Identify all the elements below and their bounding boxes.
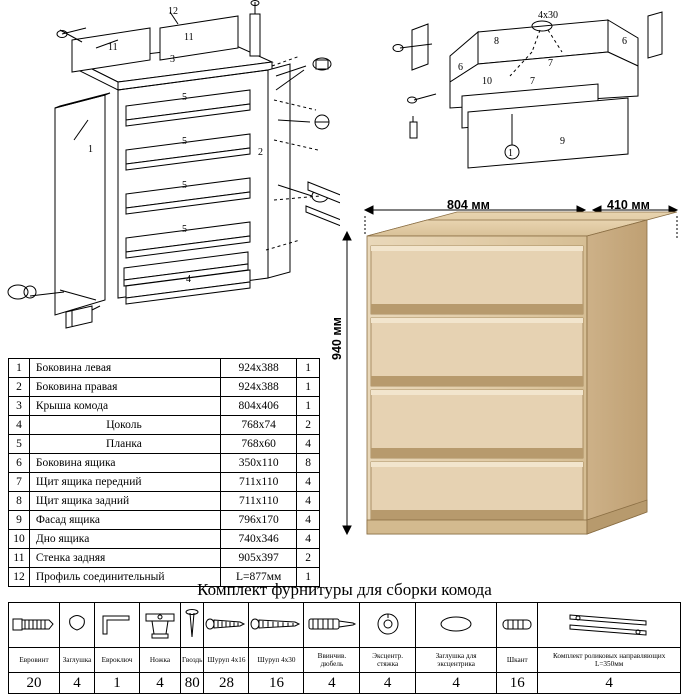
svg-text:11: 11	[184, 32, 194, 43]
hardware-count: 4	[538, 673, 681, 694]
hardware-count: 80	[181, 673, 204, 694]
part-quantity: 4	[297, 492, 320, 511]
hardware-label: Ввинчив. дюбель	[304, 648, 360, 673]
part-quantity: 4	[297, 511, 320, 530]
part-dimensions: 350х110	[221, 454, 297, 473]
hardware-label: Шуруп 4х16	[204, 648, 249, 673]
hardware-count: 28	[204, 673, 249, 694]
leg-icon	[140, 603, 181, 648]
hardware-label: Гвоздь	[181, 648, 204, 673]
part-number: 8	[9, 492, 30, 511]
exploded-drawer-diagram	[390, 4, 680, 174]
svg-text:5: 5	[182, 180, 187, 191]
part-quantity: 2	[297, 416, 320, 435]
svg-text:1: 1	[88, 144, 93, 155]
hardware-label: Заглушка	[60, 648, 95, 673]
euro-screw-icon	[9, 603, 60, 648]
part-dimensions: L=877мм	[221, 568, 297, 587]
dimension-depth-label: 410 мм	[607, 198, 650, 212]
hardware-label: Шкант	[497, 648, 538, 673]
table-row	[9, 473, 320, 492]
part-name: Профиль соединительный	[29, 568, 220, 587]
dimension-height-label: 940 мм	[330, 317, 344, 360]
part-quantity: 4	[297, 530, 320, 549]
part-name: Боковина левая	[29, 359, 220, 378]
svg-text:11: 11	[108, 42, 118, 53]
svg-text:5: 5	[182, 224, 187, 235]
hardware-label: Эксцентр. стяжка	[360, 648, 416, 673]
part-name: Дно ящика	[29, 530, 220, 549]
hardware-label: Ножка	[140, 648, 181, 673]
part-quantity: 8	[297, 454, 320, 473]
part-quantity: 1	[297, 397, 320, 416]
table-row	[9, 511, 320, 530]
table-row	[9, 549, 320, 568]
part-dimensions: 768х74	[221, 416, 297, 435]
part-number: 1	[9, 359, 30, 378]
part-quantity: 1	[297, 378, 320, 397]
part-name: Крыша комода	[29, 397, 220, 416]
part-number: 9	[9, 511, 30, 530]
part-dimensions: 796х170	[221, 511, 297, 530]
svg-text:6: 6	[458, 62, 463, 73]
hardware-label: Евровинт	[9, 648, 60, 673]
part-name: Боковина правая	[29, 378, 220, 397]
part-quantity: 2	[297, 549, 320, 568]
table-row	[9, 492, 320, 511]
svg-text:3: 3	[170, 54, 175, 65]
part-quantity: 1	[297, 568, 320, 587]
screw-4x16-icon	[204, 603, 249, 648]
part-number: 2	[9, 378, 30, 397]
part-dimensions: 924х388	[221, 359, 297, 378]
cap-plug-icon	[60, 603, 95, 648]
hardware-label: Заглушка для эксцентрика	[415, 648, 496, 673]
svg-text:1: 1	[508, 148, 513, 159]
hardware-count: 4	[415, 673, 496, 694]
hardware-count: 4	[60, 673, 95, 694]
svg-text:7: 7	[530, 76, 535, 87]
part-dimensions: 768х60	[221, 435, 297, 454]
svg-text:10: 10	[482, 76, 492, 87]
part-number: 11	[9, 549, 30, 568]
svg-text:4: 4	[186, 274, 191, 285]
dowel-screw-icon	[304, 603, 360, 648]
svg-text:4x30: 4x30	[538, 10, 558, 21]
hardware-label: Евроключ	[95, 648, 140, 673]
part-dimensions: 905х397	[221, 549, 297, 568]
part-number: 10	[9, 530, 30, 549]
table-row	[9, 530, 320, 549]
svg-text:8: 8	[494, 36, 499, 47]
hardware-count: 4	[140, 673, 181, 694]
dimension-width-label: 804 мм	[447, 198, 490, 212]
hardware-label: Шуруп 4х30	[249, 648, 304, 673]
table-row	[9, 435, 320, 454]
part-number: 3	[9, 397, 30, 416]
dowel-icon	[497, 603, 538, 648]
hardware-count: 1	[95, 673, 140, 694]
eccentric-cap-icon	[415, 603, 496, 648]
part-dimensions: 711х110	[221, 492, 297, 511]
part-number: 4	[9, 416, 30, 435]
parts-table	[8, 358, 320, 587]
svg-text:5: 5	[182, 92, 187, 103]
part-number: 12	[9, 568, 30, 587]
part-name: Щит ящика передний	[29, 473, 220, 492]
eccentric-icon	[360, 603, 416, 648]
table-row	[9, 359, 320, 378]
part-name: Цоколь	[29, 416, 220, 435]
hardware-section-title: Комплект фурнитуры для сборки комода	[197, 580, 492, 599]
svg-text:12: 12	[168, 6, 178, 17]
svg-text:2: 2	[258, 147, 263, 158]
part-number: 7	[9, 473, 30, 492]
svg-text:7: 7	[548, 58, 553, 69]
hardware-label: Комплект роликовых направляющих L=350мм	[538, 648, 681, 673]
hardware-count: 4	[304, 673, 360, 694]
part-name: Боковина ящика	[29, 454, 220, 473]
svg-text:9: 9	[560, 136, 565, 147]
part-quantity: 1	[297, 359, 320, 378]
part-quantity: 4	[297, 473, 320, 492]
screw-4x30-icon	[249, 603, 304, 648]
part-dimensions: 740х346	[221, 530, 297, 549]
part-dimensions: 711х110	[221, 473, 297, 492]
part-dimensions: 924х388	[221, 378, 297, 397]
hardware-table	[8, 602, 681, 694]
hardware-count: 20	[9, 673, 60, 694]
part-number: 6	[9, 454, 30, 473]
table-row	[9, 378, 320, 397]
cabinet-dimension-drawing	[325, 190, 685, 565]
table-row	[9, 454, 320, 473]
hardware-count: 16	[497, 673, 538, 694]
slide-rails-icon	[538, 603, 681, 648]
part-name: Планка	[29, 435, 220, 454]
part-number: 5	[9, 435, 30, 454]
hardware-count: 16	[249, 673, 304, 694]
part-name: Щит ящика задний	[29, 492, 220, 511]
exploded-cabinet-diagram	[0, 0, 340, 350]
part-name: Стенка задняя	[29, 549, 220, 568]
svg-text:5: 5	[182, 136, 187, 147]
part-quantity: 4	[297, 435, 320, 454]
part-dimensions: 804х406	[221, 397, 297, 416]
table-row	[9, 397, 320, 416]
hex-key-icon	[95, 603, 140, 648]
table-row	[9, 416, 320, 435]
nail-icon	[181, 603, 204, 648]
svg-text:6: 6	[622, 36, 627, 47]
part-name: Фасад ящика	[29, 511, 220, 530]
hardware-count: 4	[360, 673, 416, 694]
